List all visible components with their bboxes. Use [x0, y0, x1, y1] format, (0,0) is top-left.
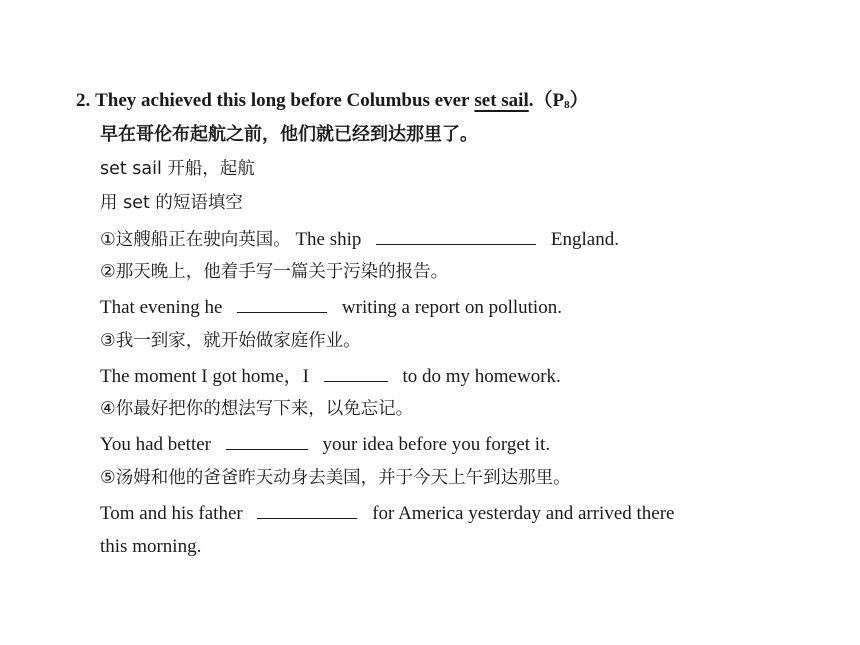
exercise-3-english-after: to do my homework. — [402, 366, 561, 387]
exercise-1-english-after: England. — [550, 229, 619, 250]
exercise-4-chinese: ④你最好把你的想法写下来，以免忘记。 — [100, 399, 414, 419]
exercise-5-english — [100, 500, 674, 526]
exercise-3-chinese: ③我一到家，就开始做家庭作业。 — [100, 331, 361, 351]
page-reference-close: ） — [569, 90, 589, 111]
exercise-5-english-after: for America yesterday and arrived there — [372, 503, 675, 524]
exercise-5-english-continued: this morning. — [100, 536, 202, 557]
exercise-2-chinese: ②那天晚上，他着手写一篇关于污染的报告。 — [100, 262, 449, 282]
page-reference-open: （P — [533, 90, 565, 111]
chinese-translation: 早在哥伦布起航之前，他们就已经到达那里了。 — [100, 124, 478, 145]
example-sentence-start: They achieved this long before Columbus ever — [95, 90, 470, 111]
exercise-4-english-before: You had better — [100, 434, 212, 455]
exercise-4-blank[interactable] — [226, 431, 308, 450]
exercise-1-chinese: ①这艘船正在驶向英国。 — [100, 230, 291, 250]
exercise-4-english-after: your idea before you forget it. — [322, 434, 551, 455]
question-number: 2. — [76, 90, 91, 111]
exercise-1-blank[interactable] — [376, 226, 536, 245]
exercise-3-english — [100, 363, 561, 389]
exercise-4-english — [100, 431, 550, 457]
exercise-1 — [100, 226, 619, 252]
exercise-2-blank[interactable] — [237, 294, 327, 313]
exercise-3-english-before: The moment I got home，I — [100, 366, 309, 387]
exercise-5-english-before: Tom and his father — [100, 503, 243, 524]
example-sentence-end: . — [528, 90, 534, 111]
exercise-1-english-before: The ship — [295, 229, 362, 250]
page-reference-number: 8 — [564, 99, 570, 111]
phrase-definition: set sail 开船，起航 — [100, 159, 255, 179]
exercise-3-blank[interactable] — [324, 363, 388, 382]
target-phrase: set sail — [474, 90, 529, 111]
exercise-5-blank[interactable] — [257, 500, 357, 519]
exercise-5-chinese: ⑤汤姆和他的爸爸昨天动身去美国，并于今天上午到达那里。 — [100, 468, 571, 488]
exercise-instruction: 用 set 的短语填空 — [100, 193, 243, 213]
question-heading — [76, 89, 589, 117]
exercise-2-english-after: writing a report on pollution. — [341, 297, 562, 318]
exercise-2-english-before: That evening he — [100, 297, 223, 318]
exercise-2-english — [100, 294, 562, 320]
